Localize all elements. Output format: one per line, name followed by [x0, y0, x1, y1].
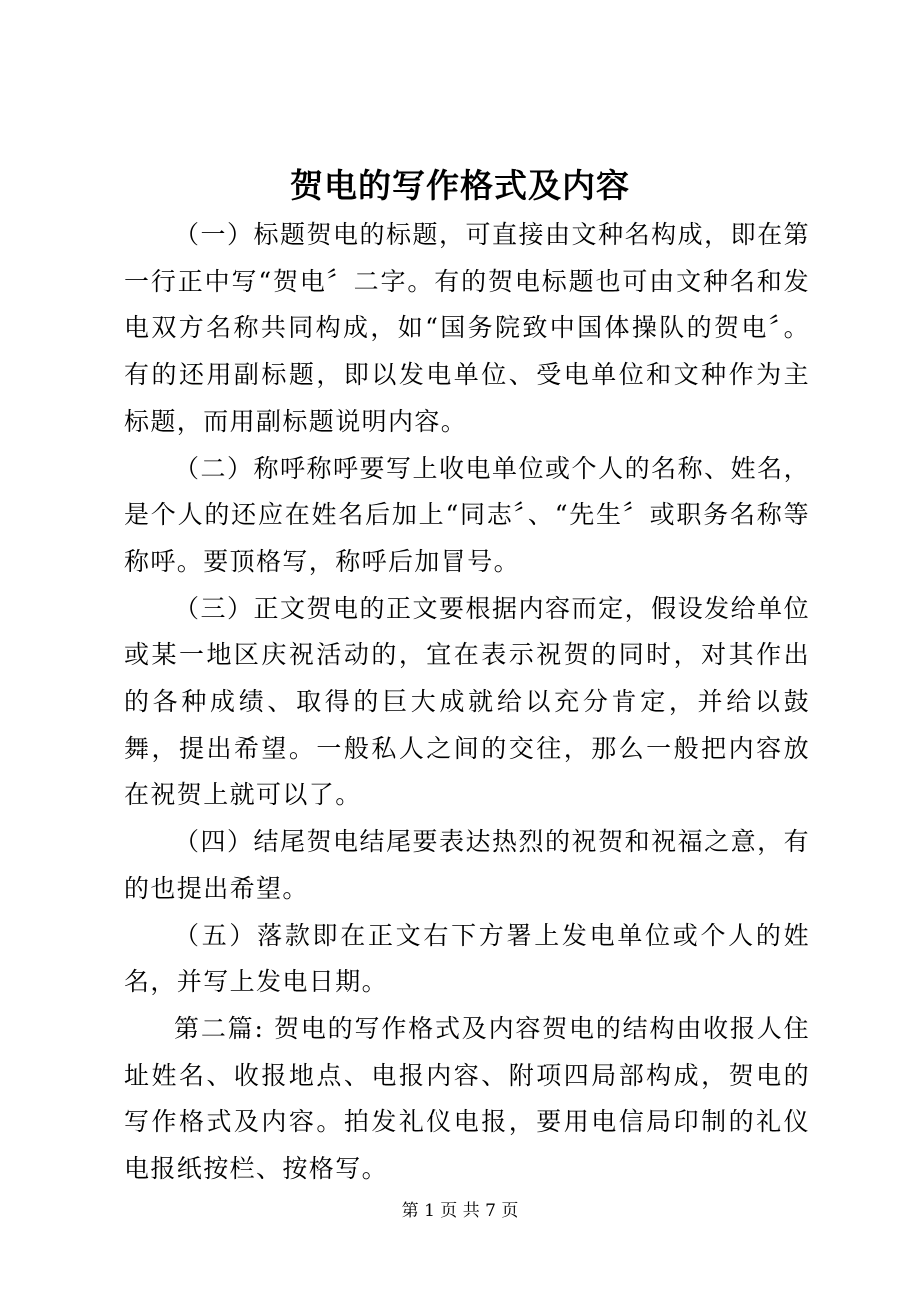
paragraph-closing-section: （四）结尾贺电结尾要表达热烈的祝贺和祝福之意，有的也提出希望。: [124, 827, 810, 903]
document-body: [124, 212, 810, 1193]
paragraph-body-section: （三）正文贺电的正文要根据内容而定，假设发给单位或某一地区庆祝活动的，宜在表示祝贺的同时，对其作出的各种成绩、取得的巨大成就给以充分肯定，并给以鼓舞，提出希望。一般私人之间的交往，那么一般把内容放在祝贺上就可以了。: [124, 593, 810, 810]
paragraph-second-article: 第二篇: 贺电的写作格式及内容贺电的结构由收报人住址姓名、收报地点、电报内容、附项四局部构成，贺电的写作格式及内容。拍发礼仪电报，要用电信局印制的礼仪电报纸按栏、按格写。: [124, 1013, 810, 1184]
document-title: 贺电的写作格式及内容: [290, 166, 630, 205]
paragraph-title-section: （一）标题贺电的标题，可直接由文种名构成，即在第一行正中写“贺电〞二字。有的贺电标题也可由文种名和发电双方名称共同构成，如“国务院致中国体操队的贺电〞。有的还用副标题，即以发电单位、受电单位和文种作为主标题，而用副标题说明内容。: [124, 220, 810, 436]
paragraph-signature-section: （五）落款即在正文右下方署上发电单位或个人的姓名，并写上发电日期。: [124, 920, 810, 997]
page-number-footer: 第 1 页 共 7 页: [401, 1201, 519, 1221]
paragraph-salutation-section: （二）称呼称呼要写上收电单位或个人的名称、姓名，是个人的还应在姓名后加上“同志〞、“先生〞或职务名称等称呼。要顶格写，称呼后加冒号。: [124, 453, 810, 576]
